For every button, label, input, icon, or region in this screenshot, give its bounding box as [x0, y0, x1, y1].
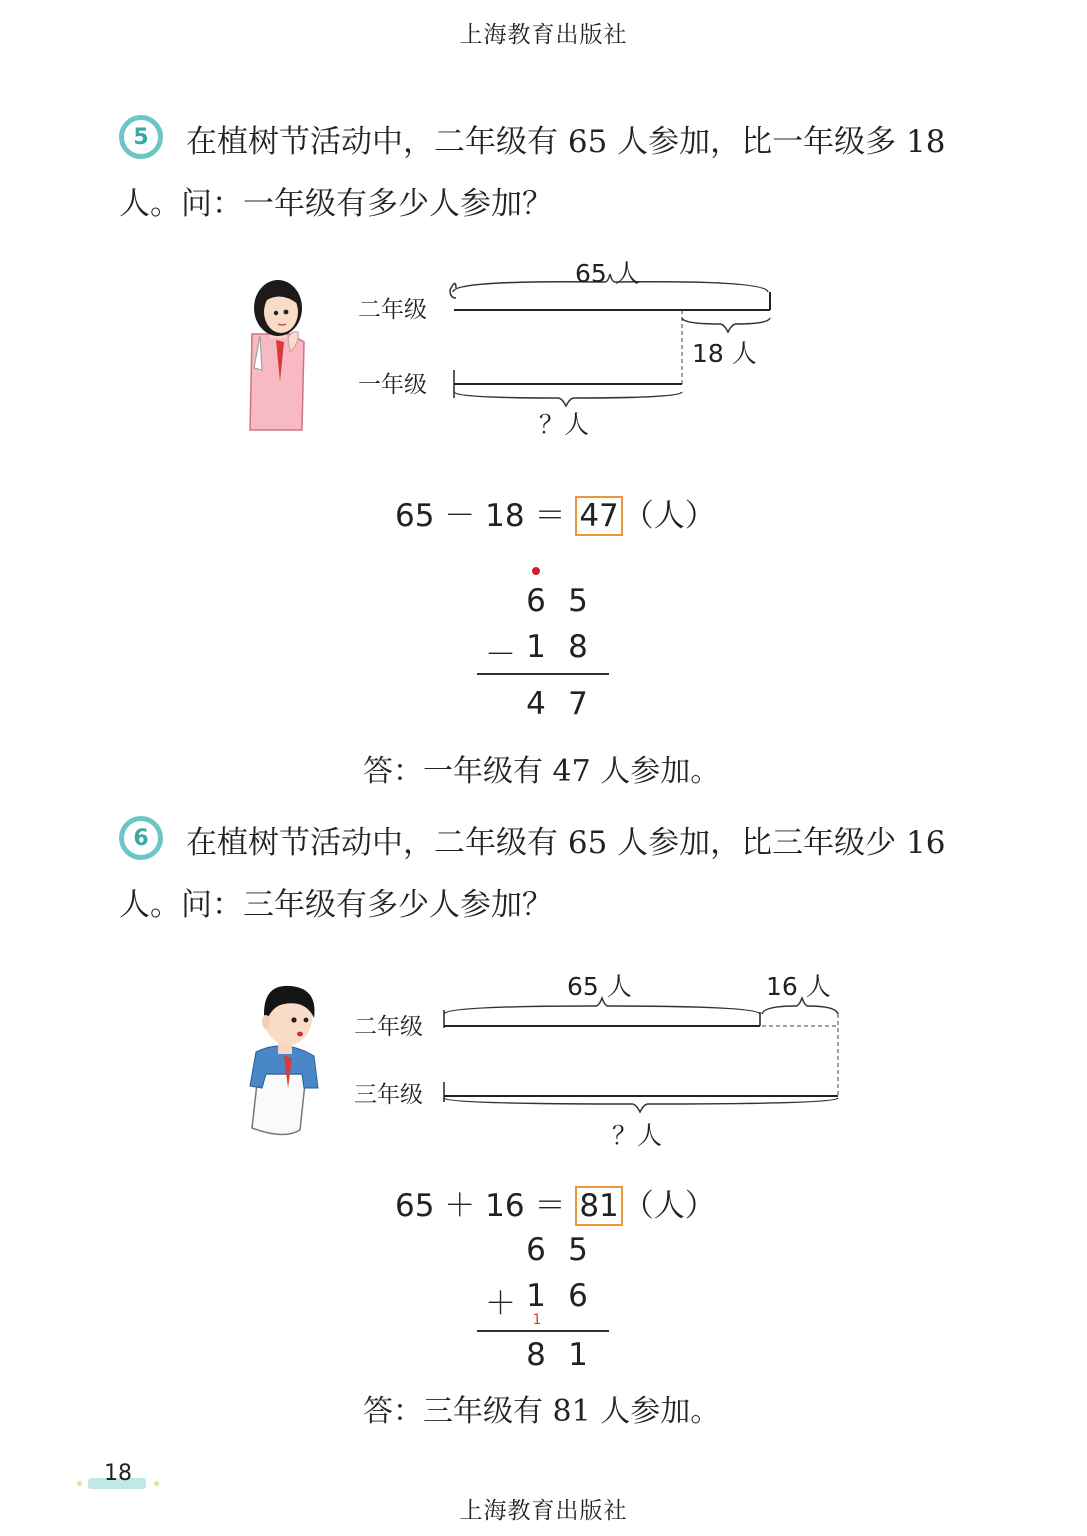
problem-5-text-line2: 人。问：一年级有多少人参加？	[119, 186, 553, 222]
diagram-5-bottom-brace	[454, 392, 682, 406]
equation-5-result-box: 47	[575, 496, 622, 536]
boy-illustration	[244, 978, 330, 1138]
problem-6-answer: 答：三年级有 81 人参加。	[363, 1394, 721, 1429]
vertical-6-rule	[477, 1330, 609, 1332]
problem-6-line-diagram	[436, 992, 848, 1120]
problem-6-text-line2: 人。问：三年级有多少人参加？	[119, 887, 553, 923]
vertical-6-second-ones: 6	[568, 1278, 588, 1314]
diagram-6-row2-label: 三年级	[354, 1082, 423, 1108]
vertical-5-second-tens: 1	[526, 629, 546, 665]
page-number: 18	[104, 1461, 132, 1486]
diagram-6-top-label: 65 人	[567, 972, 632, 1001]
vertical-5-result-ones: 7	[568, 686, 588, 722]
vertical-5-top-tens: 6	[526, 583, 546, 619]
borrow-dot	[532, 567, 540, 575]
problem-5-badge	[119, 115, 163, 159]
vertical-6-second-tens: 1	[526, 1278, 546, 1314]
problem-5-number: 5	[133, 124, 149, 150]
problem-6-equation	[395, 1180, 716, 1225]
diagram-5-row2-label: 一年级	[358, 372, 427, 398]
diagram-6-bottom-brace	[444, 1098, 838, 1112]
vertical-5-rule	[477, 673, 609, 675]
diagram-6-row1-label: 二年级	[354, 1014, 423, 1040]
problem-6-badge	[119, 816, 163, 860]
equation-5-unit: （人）	[622, 498, 716, 534]
diagram-5-bottom-label: ？人	[539, 410, 590, 439]
equation-6-result-box: 81	[575, 1186, 622, 1226]
vertical-5-result-tens: 4	[526, 686, 546, 722]
diagram-6-bottom-label: ？人	[612, 1121, 663, 1150]
problem-6-text-line1: 在植树节活动中，二年级有 65 人参加，比三年级少 16	[186, 825, 946, 861]
vertical-5-second-ones: 8	[568, 629, 588, 665]
diagram-6-diff-label: 16 人	[766, 972, 831, 1001]
equation-5-left: 65 － 18 ＝	[395, 498, 566, 534]
vertical-6-top-tens: 6	[526, 1232, 546, 1268]
vertical-5-operator: －	[485, 637, 516, 673]
vertical-6-top-ones: 5	[568, 1232, 588, 1268]
page-dot-left	[77, 1481, 82, 1486]
problem-5-equation	[395, 490, 716, 535]
publisher-footer: 上海教育出版社	[459, 1498, 628, 1524]
diagram-5-row1-label: 二年级	[358, 297, 427, 323]
vertical-6-result-tens: 8	[526, 1337, 546, 1373]
carry-digit: 1	[532, 1312, 542, 1328]
vertical-6-result-ones: 1	[568, 1337, 588, 1373]
equation-6-unit: （人）	[622, 1188, 716, 1224]
problem-5-text-line1: 在植树节活动中，二年级有 65 人参加，比一年级多 18	[186, 124, 946, 160]
diagram-5-diff-label: 18 人	[692, 339, 757, 368]
diagram-5-diff-brace	[682, 318, 770, 332]
equation-6-left: 65 ＋ 16 ＝	[395, 1188, 566, 1224]
publisher-header: 上海教育出版社	[459, 22, 628, 48]
problem-5-answer: 答：一年级有 47 人参加。	[363, 754, 721, 789]
page-dot-right	[154, 1481, 159, 1486]
problem-6-number: 6	[133, 825, 149, 851]
diagram-5-top-label: 65 人	[575, 259, 640, 288]
vertical-5-top-ones: 5	[568, 583, 588, 619]
vertical-6-operator: ＋	[485, 1286, 516, 1322]
girl-illustration	[240, 272, 320, 434]
